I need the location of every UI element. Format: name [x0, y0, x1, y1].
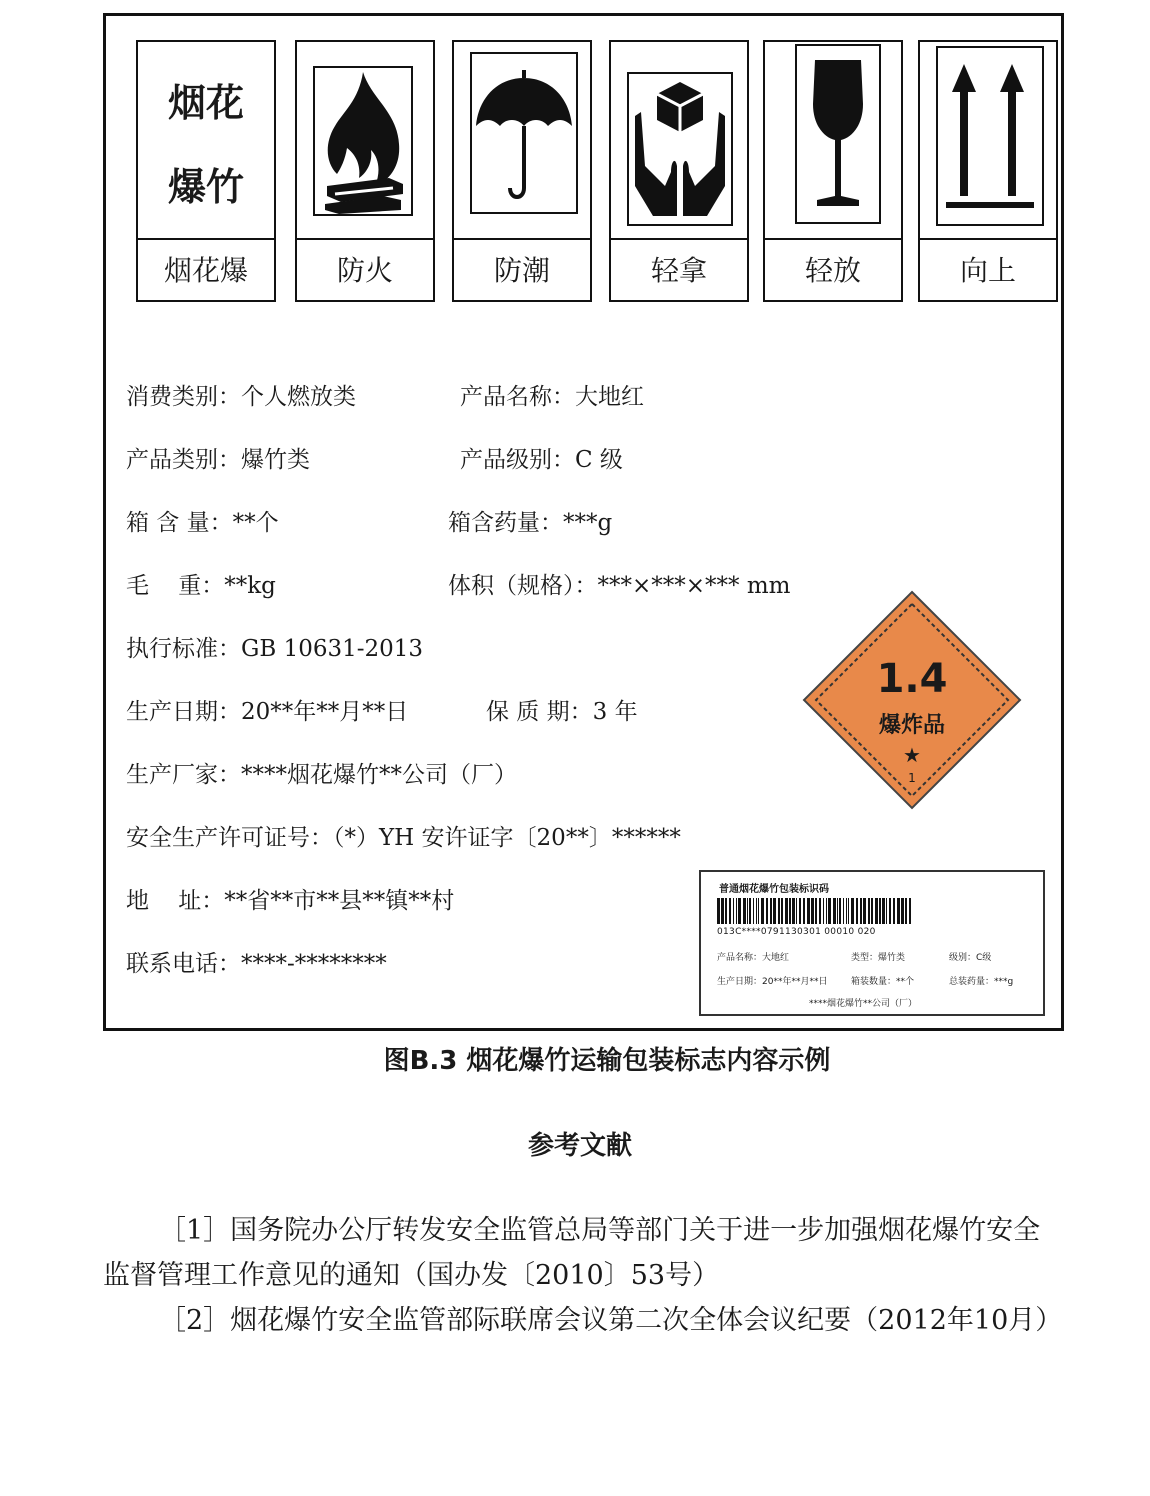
- barcode-bar: [833, 898, 836, 924]
- barcode-bar: [839, 898, 841, 924]
- product-name: 产品名称：大地红: [460, 384, 644, 410]
- pictogram-no-fire: [295, 40, 435, 302]
- barcode-bar: [846, 898, 847, 924]
- barcode-bar: [811, 898, 814, 924]
- reference-item: ［2］烟花爆竹安全监管部际联席会议第二次全体会议纪要（2012年10月）: [159, 1305, 1063, 1336]
- barcode-box-quantity: 箱装数量：**个: [851, 977, 915, 987]
- barcode-bar: [758, 898, 759, 924]
- product-name-line1: 烟花: [167, 81, 244, 125]
- barcode-bar: [905, 898, 907, 924]
- barcode-company: ****烟花爆竹**公司（厂）: [809, 999, 918, 1009]
- barcode-bar: [796, 898, 797, 924]
- barcode-bar: [778, 898, 780, 924]
- pictogram-caption: 防潮: [493, 254, 550, 287]
- phone: 联系电话：****-********: [126, 951, 387, 977]
- barcode-bar: [743, 898, 746, 924]
- barcode-bar: [860, 898, 862, 924]
- up-arrows-icon: [946, 62, 1034, 212]
- barcode-bar: [770, 898, 772, 924]
- consumer-category: 消费类别：个人燃放类: [126, 384, 356, 410]
- barcode-bar: [792, 898, 795, 924]
- pictogram-caption: 轻拿: [650, 254, 707, 287]
- box-powder: 箱含药量：***g: [448, 510, 613, 536]
- wine-glass-icon: [801, 56, 875, 212]
- barcode-bar: [736, 898, 737, 924]
- pictogram-caption: 防火: [336, 254, 393, 287]
- pictogram-caption: 向上: [959, 254, 1016, 287]
- barcode-bars: [717, 898, 915, 924]
- shelf-life: 保 质 期：3 年: [486, 699, 638, 725]
- barcode-bar: [868, 898, 870, 924]
- barcode-bar: [781, 898, 783, 924]
- barcode-bar: [729, 898, 731, 924]
- hazard-class-number: 1: [908, 771, 916, 785]
- barcode-bar: [789, 898, 791, 924]
- hazard-label: 爆炸品: [878, 713, 946, 738]
- manufacturer: 生产厂家：****烟花爆竹**公司（厂）: [126, 762, 517, 788]
- barcode-bar: [785, 898, 788, 924]
- barcode-bar: [756, 898, 757, 924]
- barcode-bar: [773, 898, 776, 924]
- barcode-bar: [753, 898, 754, 924]
- execution-standard: 执行标准：GB 10631-2013: [126, 636, 424, 662]
- pictogram-handle-gently: [609, 40, 749, 302]
- barcode-bar: [799, 898, 801, 924]
- barcode-title: 普通烟花爆竹包装标识码: [719, 884, 829, 895]
- product-category: 产品类别：爆竹类: [126, 447, 310, 473]
- box-quantity: 箱 含 量：**个: [126, 510, 279, 536]
- hazard-diamond-shape: [802, 590, 1022, 810]
- hazard-division: 1.4: [876, 656, 948, 702]
- barcode-bar: [856, 898, 858, 924]
- barcode-bar: [843, 898, 844, 924]
- references-list: [103, 1208, 1065, 1343]
- barcode-bar: [863, 898, 866, 924]
- barcode-product-name: 产品名称：大地红: [717, 953, 790, 963]
- barcode-bar: [837, 898, 838, 924]
- barcode-bar: [766, 898, 768, 924]
- pictogram-caption: 轻放: [804, 254, 861, 287]
- barcode-bar: [851, 898, 854, 924]
- barcode-bar: [848, 898, 849, 924]
- barcode-bar: [733, 898, 734, 924]
- barcode-bar: [815, 898, 817, 924]
- barcode-bar: [807, 898, 810, 924]
- barcode-bar: [761, 898, 764, 924]
- barcode-bar: [909, 898, 911, 924]
- barcode-bar: [871, 898, 873, 924]
- barcode-number: 013C****0791130301 00010 020: [717, 927, 876, 937]
- hazard-star-icon: ★: [903, 743, 921, 767]
- transport-label-frame: [103, 13, 1064, 1031]
- hands-box-icon: [631, 76, 729, 222]
- pictogram-put-down-gently: [763, 40, 903, 302]
- barcode-bar: [819, 898, 821, 924]
- barcode-bar: [886, 898, 887, 924]
- figure-caption: 图B.3 烟花爆竹运输包装标志内容示例: [383, 1046, 831, 1076]
- barcode-bar: [747, 898, 748, 924]
- package-id-barcode-label: [699, 870, 1045, 1016]
- pictogram-caption: 烟花爆: [163, 254, 248, 287]
- barcode-bar: [882, 898, 885, 924]
- barcode-bar: [826, 898, 827, 924]
- barcode-bar: [803, 898, 805, 924]
- address: 地 址：**省**市**县**镇**村: [126, 888, 455, 914]
- barcode-bar: [721, 898, 724, 924]
- barcode-bar: [828, 898, 831, 924]
- flame-icon: [319, 68, 409, 214]
- barcode-production-date: 生产日期：20**年**月**日: [717, 977, 828, 987]
- barcode-bar: [749, 898, 751, 924]
- barcode-bar: [725, 898, 727, 924]
- umbrella-icon: [474, 68, 574, 208]
- reference-item: ［1］国务院办公厅转发安全监管总局等部门关于进一步加强烟花爆竹安全监督管理工作意见的通知（国办发〔2010〕53号）: [103, 1215, 1041, 1291]
- product-grade: 产品级别：C 级: [460, 447, 623, 473]
- pictogram-this-way-up: [918, 40, 1058, 302]
- production-date: 生产日期：20**年**月**日: [126, 699, 409, 725]
- product-name-line2: 爆竹: [167, 165, 244, 209]
- pictogram-product-name: [136, 40, 276, 302]
- barcode-bar: [879, 898, 881, 924]
- barcode-bar: [717, 898, 720, 924]
- references-title: 参考文献: [527, 1131, 632, 1161]
- barcode-total-powder: 总装药量：***g: [949, 977, 1014, 987]
- barcode-bar: [875, 898, 878, 924]
- pictogram-keep-dry: [452, 40, 592, 302]
- barcode-bar: [738, 898, 741, 924]
- barcode-bar: [901, 898, 904, 924]
- gross-weight: 毛 重：**kg: [126, 573, 276, 599]
- explosive-hazard-diamond: [802, 590, 1022, 810]
- barcode-product-grade: 级别：C级: [949, 953, 992, 963]
- volume-spec: 体积（规格）：***×***×*** mm: [448, 573, 791, 599]
- barcode-bar: [893, 898, 895, 924]
- safety-license: 安全生产许可证号：（*）YH 安许证字〔20**〕******: [126, 825, 681, 851]
- barcode-bar: [823, 898, 824, 924]
- barcode-product-type: 类型：爆竹类: [851, 953, 906, 963]
- barcode-bar: [889, 898, 891, 924]
- barcode-bar: [897, 898, 900, 924]
